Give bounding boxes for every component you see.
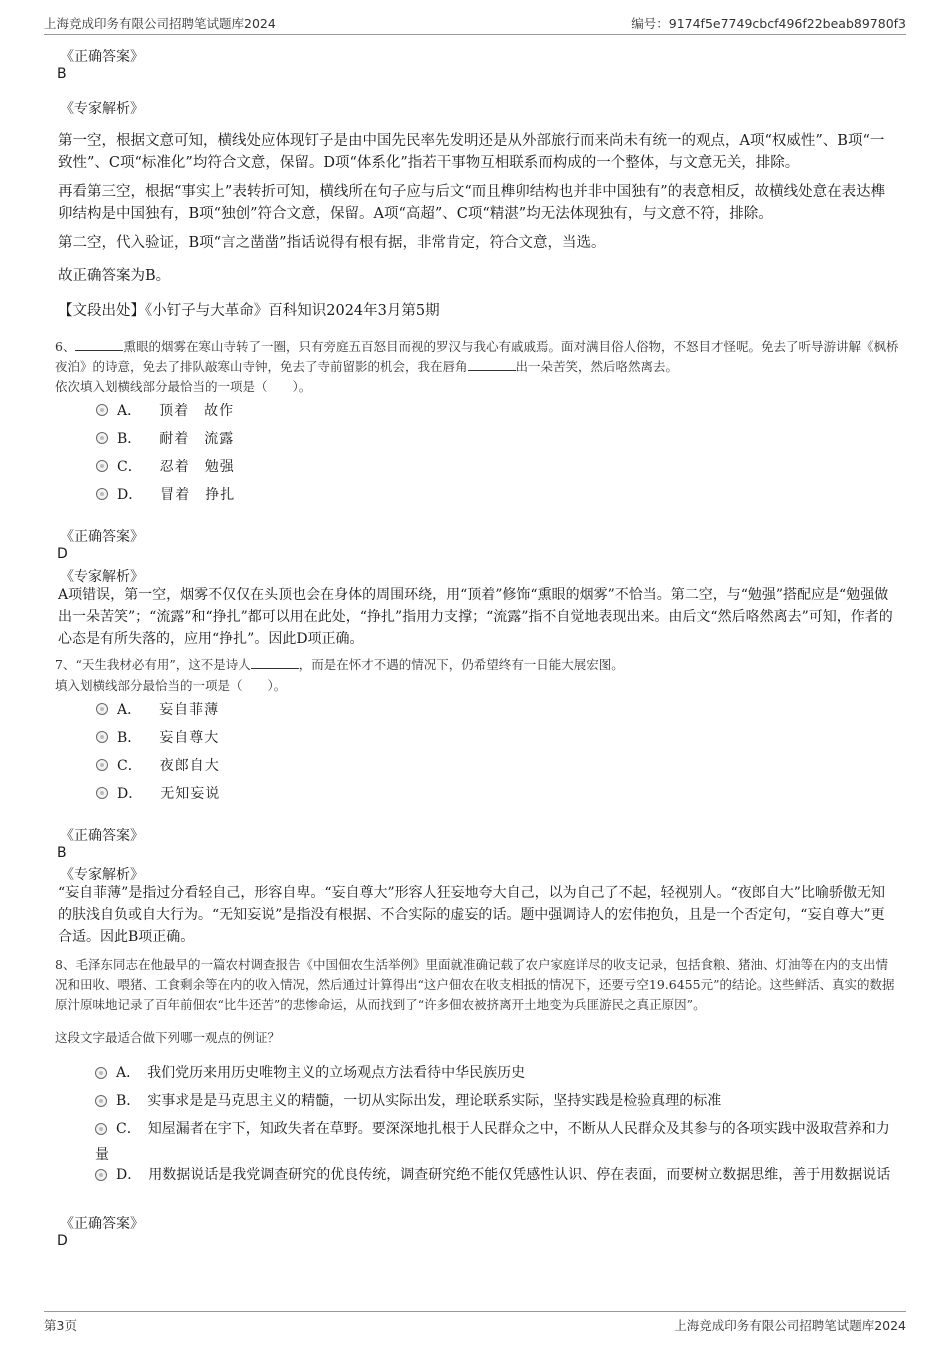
radio-icon[interactable] [96, 759, 108, 771]
q7-stem [55, 655, 900, 675]
q7-option-c[interactable]: C． 夜郎自大 [96, 755, 220, 775]
q5-analysis-p1: 第一空，根据文意可知，横线处应体现钉子是由中国先民率先发明还是从外部旅行而来尚未有统一的观点，A项“权威性”、B项“一致性”、C项“标准化”均符合文意，保留。D项“体系化”指若干事物互相联系而构成的一个整体，与文意无关，排除。 [58, 133, 885, 171]
radio-icon[interactable] [95, 1067, 107, 1079]
q6-option-b[interactable]: B． 耐着 流露 [96, 428, 234, 448]
header-title: 上海竞成印务有限公司招聘笔试题库2024 [44, 16, 276, 31]
q8-option-d[interactable]: D． 用数据说话是我党调查研究的优良传统，调查研究绝不能仅凭感性认识、停在表面，而要树立数据思维，善于用数据说话 [95, 1162, 895, 1188]
q5-analysis-p2: 再看第三空，根据“事实上”表转折可知，横线所在句子应与后文“而且榫卯结构也并非中国独有”的表意相反，故横线处意在表达榫卯结构是中国独有，B项“独创”符合文意，保留。A项“高超”、C项“精湛”均无法体现独有，与文意不符，排除。 [58, 184, 886, 222]
q8-option-c[interactable]: C． 知屋漏者在宇下，知政失者在草野。要深深地扎根于人民群众之中，不断从人民群众及其参与的各项实践中汲取营养和力量 [95, 1121, 890, 1163]
radio-icon[interactable] [96, 787, 108, 799]
radio-icon[interactable] [96, 731, 108, 743]
q7-answer: B [57, 845, 67, 861]
q6-stem-a: 熏眼的烟雾在寒山寺转了一圈，只有旁庭五百怒目而视的罗汉与我心有戚戚焉。面对满目俗人俗物，不怒目才怪呢。免去了听导游讲解《枫桥夜泊》的诗意，免去了排队敲寒山寺钟，免去了寺前留影的机会，我在唇角 [55, 339, 899, 374]
q8-stem: 8、毛泽东同志在他最早的一篇农村调查报告《中国佃农生活举例》里面就准确记载了农户家庭详尽的收支记录，包括食粮、猪油、灯油等在内的支出情况和田收、喂猪、工食剩余等在内的收入情况，然后通过计算得出“这户佃农在收支相抵的情况下，还要亏空19.6455元”的结论。这些鲜活、真实的数据原汁原味地记录了百年前佃农“比牛还苦”的悲惨命运，从而找到了“许多佃农被挤离开土地变为兵匪游民之真正原因”。 [55, 957, 895, 1012]
blank-line [75, 338, 123, 351]
q6-answer: D [57, 546, 68, 562]
q7-analysis-label: 《专家解析》 [60, 867, 144, 883]
q7-option-b[interactable]: B． 妄自尊大 [96, 727, 219, 747]
q7-analysis: “妄自菲薄”是指过分看轻自己，形容自卑。“妄自尊大”形容人狂妄地夸大自己，以为自己了不起，轻视别人。“夜郎自大”比喻骄傲无知的肤浅自负或自大行为。“无知妄说”是指没有根据、不合实际的虚妄的话。题中强调诗人的宏伟抱负，且是一个否定句，“妄自尊大”更合适。因此B项正确。 [58, 885, 885, 945]
q6-number: 6、 [55, 339, 76, 354]
blank-line [468, 358, 516, 371]
q6-option-c[interactable]: C． 忍着 勉强 [96, 456, 235, 476]
q6-analysis-label: 《专家解析》 [60, 569, 144, 585]
radio-icon[interactable] [95, 1095, 107, 1107]
q8-option-a[interactable]: A． 我们党历来用历史唯物主义的立场观点方法看待中华民族历史 [95, 1060, 895, 1086]
blank-line [251, 656, 299, 669]
page-header [44, 14, 906, 35]
page-footer [44, 1311, 906, 1335]
q6-option-a[interactable]: A． 顶着 故作 [96, 400, 234, 420]
q7-option-d[interactable]: D． 无知妄说 [96, 783, 220, 803]
q8-answer-label: 《正确答案》 [60, 1216, 144, 1232]
q5-answer: B [57, 66, 67, 82]
q5-analysis-label: 《专家解析》 [60, 101, 144, 117]
q6-stem-b: 出一朵苦笑，然后咯然离去。 [515, 359, 679, 374]
q7-stem-b: ，而是在怀才不遇的情况下，仍希望终有一日能大展宏图。 [298, 657, 624, 672]
q6-option-d[interactable]: D． 冒着 挣扎 [96, 484, 235, 504]
footer-title: 上海竞成印务有限公司招聘笔试题库2024 [674, 1318, 906, 1333]
q6-answer-label: 《正确答案》 [60, 529, 144, 545]
header-id: 编号：9174f5e7749cbcf496f22beab89780f3 [631, 16, 906, 31]
q8-answer: D [57, 1233, 68, 1249]
q8-prompt: 这段文字最适合做下列哪一观点的例证？ [55, 1030, 281, 1045]
q7-prompt: 填入划横线部分最恰当的一项是（ ）。 [55, 678, 287, 693]
q8-option-b[interactable]: B． 实事求是是马克思主义的精髓，一切从实际出发，理论联系实际，坚持实践是检验真理的标准 [95, 1088, 895, 1114]
radio-icon[interactable] [96, 404, 108, 416]
q5-analysis-p3: 第二空，代入验证，B项“言之凿凿”指话说得有根有据，非常肯定，符合文意，当选。 [58, 235, 606, 251]
radio-icon[interactable] [96, 488, 108, 500]
radio-icon[interactable] [96, 432, 108, 444]
q5-source: 【文段出处】《小钉子与大革命》百科知识2024年3月第5期 [58, 303, 440, 319]
q6-analysis: A项错误，第一空，烟雾不仅仅在头顶也会在身体的周围环绕，用“顶着”修饰“熏眼的烟雾”不恰当。第二空，与“勉强”搭配应是“勉强做出一朵苦笑”；“流露”和“挣扎”都可以用在此处，“挣扎”指用力支撑；“流露”指不自觉地表现出来。由后文“然后咯然离去”可知，作者的心态是有所失落的，应用“挣扎”。因此D项正确。 [58, 587, 893, 647]
q7-answer-label: 《正确答案》 [60, 828, 144, 844]
q7-option-a[interactable]: A． 妄自菲薄 [96, 699, 219, 719]
q5-analysis-p4: 故正确答案为B。 [58, 268, 171, 284]
radio-icon[interactable] [95, 1169, 107, 1181]
q5-answer-label: 《正确答案》 [60, 49, 144, 65]
radio-icon[interactable] [95, 1123, 107, 1135]
q7-stem-a: 7、“天生我材必有用”，这不是诗人 [55, 657, 251, 672]
page-number: 第3页 [44, 1318, 77, 1333]
q6-stem [55, 337, 900, 377]
radio-icon[interactable] [96, 460, 108, 472]
radio-icon[interactable] [96, 703, 108, 715]
q6-prompt: 依次填入划横线部分最恰当的一项是（ ）。 [55, 379, 312, 394]
